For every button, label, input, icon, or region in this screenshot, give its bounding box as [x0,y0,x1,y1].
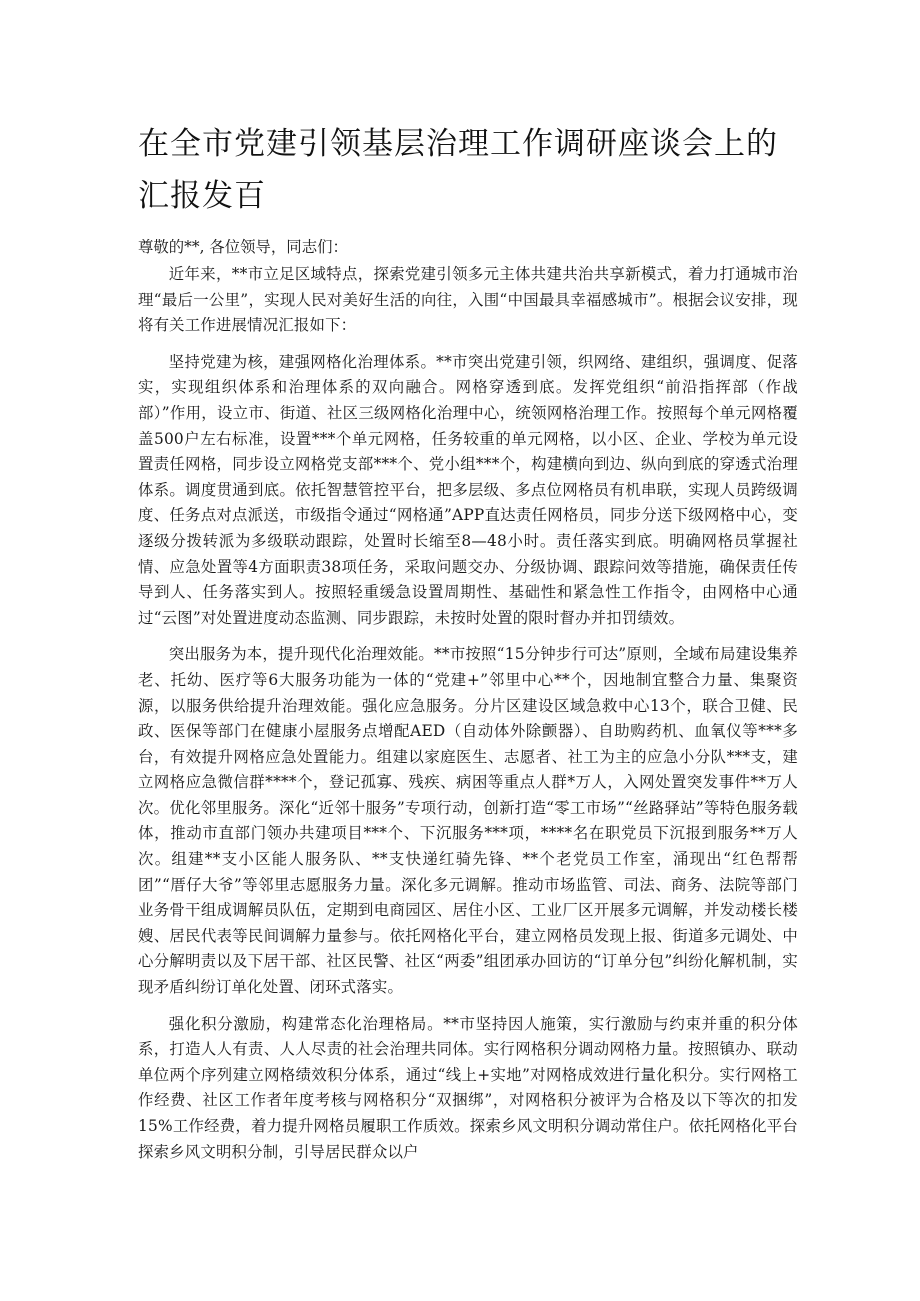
paragraph-party-building: 坚持党建为核，建强网格化治理体系。**市突出党建引领，织网络、建组织，强调度、促落实，实现组织体系和治理体系的双向融合。网格穿透到底。发挥党组织“前沿指挥部（作战部）”作用，设立市、街道、社区三级网格化治理中心，统领网格治理工作。按照每个单元网格覆盖500户左右标准，设置***个单元网格，任务较重的单元网格，以小区、企业、学校为单元设置责任网格，同步设立网格党支部***个、党小组***个，构建横向到边、纵向到底的穿透式治理体系。调度贯通到底。依托智慧管控平台，把多层级、多点位网格员有机串联，实现人员跨级调度、任务点对点派送，市级指令通过“网格通”APP直达责任网格员，同步分送下级网格中心，变逐级分拨转派为多级联动跟踪，处置时长缩至8—48小时。责任落实到底。明确网格员掌握社情、应急处置等4方面职责38项任务，采取问题交办、分级协调、跟踪问效等措施，确保责任传导到人、任务落实到人。按照轻重缓急设置周期性、基础性和紧急性工作指令，由网格中心通过“云图”对处置进度动态监测、同步跟踪，未按时处置的限时督办并扣罚绩效。 [138,352,798,627]
paragraph-service: 突出服务为本，提升现代化治理效能。**市按照“15分钟步行可达”原则，全域布局建设集养老、托幼、医疗等6大服务功能为一体的“党建+”邻里中心**个，因地制宜整合力量、集聚资源，以服务供给提升治理效能。强化应急服务。分片区建设区域急救中心13个，联合卫健、民政、医保等部门在健康小屋服务点增配AED（自动体外除颤器）、自助购药机、血氧仪等***多台，有效提升网格应急处置能力。组建以家庭医生、志愿者、社工为主的应急小分队***支，建立网格应急微信群****个，登记孤寡、残疾、病困等重点人群*万人，入网处置突发事件**万人次。优化邻里服务。深化“近邻十服务”专项行动，创新打造“零工市场”“丝路驿站”等特色服务载体，推动市直部门领办共建项目***个、下沉服务***项，****名在职党员下沉报到服务**万人次。组建**支小区能人服务队、**支快递红骑先锋、**个老党员工作室，涌现出“红色帮帮团”“厝仔大爷”等邻里志愿服务力量。深化多元调解。推动市场监管、司法、商务、法院等部门业务骨干组成调解员队伍，定期到电商园区、居住小区、工业厂区开展多元调解，并发动楼长楼嫂、居民代表等民间调解力量参与。依托网格化平台，建立网格员发现上报、街道多元调处、中心分解明责以及下居干部、社区民警、社区“两委”组团承办回访的“订单分包”纠纷化解机制，实现矛盾纠纷订单化处置、闭环式落实。 [138,645,798,997]
document-page [138,118,798,1176]
paragraph-intro: 近年来，**市立足区域特点，探索党建引领多元主体共建共治共享新模式，着力打通城市治理“最后一公里”，实现人民对美好生活的向往，入围“中国最具幸福感城市”。根据会议安排，现将有关工作进展情况汇报如下： [138,265,798,335]
salutation: 尊敬的**, 各位领导，同志们： [138,238,348,256]
paragraph-points-incentive: 强化积分激励，构建常态化治理格局。**市坚持因人施策，实行激励与约束并重的积分体系，打造人人有责、人人尽责的社会治理共同体。实行网格积分调动网格力量。按照镇办、联动单位两个序列建立网格绩效积分体系，通过“线上+实地”对网格成效进行量化积分。实行网格工作经费、社区工作者年度考核与网格积分“双捆绑”，对网格积分被评为合格及以下等次的扣发15%工作经费，着力提升网格员履职工作质效。探索乡风文明积分调动常住户。依托网格化平台探索乡风文明积分制，引导居民群众以户 [138,1014,798,1161]
document-title: 在全市党建引领基层治理工作调研座谈会上的汇报发百 [138,126,778,214]
